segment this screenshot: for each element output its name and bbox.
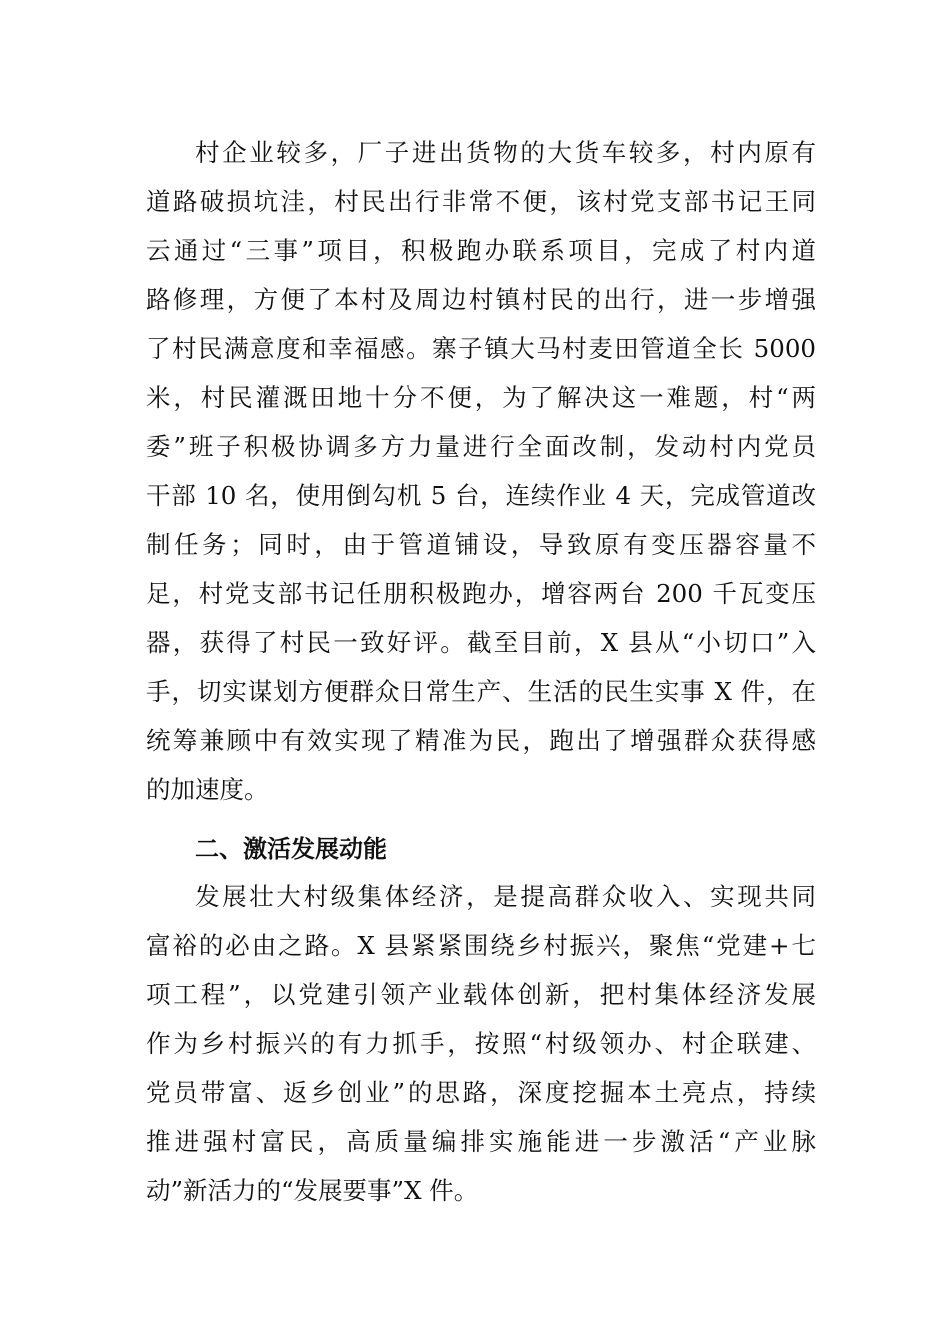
paragraph-line: 路修理，方便了本村及周边村镇村民的出行，进一步增强 <box>146 285 816 314</box>
paragraph-line: 干部 10 名，使用倒勾机 5 台，连续作业 4 天，完成管道改 <box>146 481 816 510</box>
paragraph-line: 器，获得了村民一致好评。截至目前，X 县从“小切口”入 <box>146 628 816 657</box>
paragraph-line: 作为乡村振兴的有力抓手，按照“村级领办、村企联建、 <box>146 1029 816 1058</box>
paragraph-line: 道路破损坑洼，村民出行非常不便，该村党支部书记王同 <box>146 187 816 216</box>
paragraph-line: 动”新活力的“发展要事”X 件。 <box>146 1176 479 1205</box>
paragraph-line: 了村民满意度和幸福感。寨子镇大马村麦田管道全长 5000 <box>146 334 816 363</box>
paragraph-line: 发展壮大村级集体经济，是提高群众收入、实现共同 <box>195 882 816 911</box>
paragraph-line: 云通过“三事”项目，积极跑办联系项目，完成了村内道 <box>146 236 816 265</box>
paragraph-line: 党员带富、返乡创业”的思路，深度挖掘本土亮点，持续 <box>146 1078 816 1107</box>
section-heading: 二、激活发展动能 <box>195 835 387 863</box>
paragraph-line: 制任务；同时，由于管道铺设，导致原有变压器容量不 <box>146 530 816 559</box>
paragraph-line: 委”班子积极协调多方力量进行全面改制，发动村内党员 <box>146 432 816 461</box>
paragraph-line: 项工程”，以党建引领产业载体创新，把村集体经济发展 <box>146 980 816 1009</box>
paragraph-line: 米，村民灌溉田地十分不便，为了解决这一难题，村“两 <box>146 383 816 412</box>
paragraph-line: 村企业较多，厂子进出货物的大货车较多，村内原有 <box>195 138 816 167</box>
paragraph-line: 的加速度。 <box>146 775 269 804</box>
paragraph-line: 推进强村富民，高质量编排实施能进一步激活“产业脉 <box>146 1127 816 1156</box>
paragraph-line: 手，切实谋划方便群众日常生产、生活的民生实事 X 件，在 <box>146 677 816 706</box>
paragraph-line: 足，村党支部书记任朋积极跑办，增容两台 200 千瓦变压 <box>146 579 816 608</box>
paragraph-line: 富裕的必由之路。X 县紧紧围绕乡村振兴，聚焦“党建+七 <box>146 931 816 960</box>
paragraph-line: 统筹兼顾中有效实现了精准为民，跑出了增强群众获得感 <box>146 726 816 755</box>
